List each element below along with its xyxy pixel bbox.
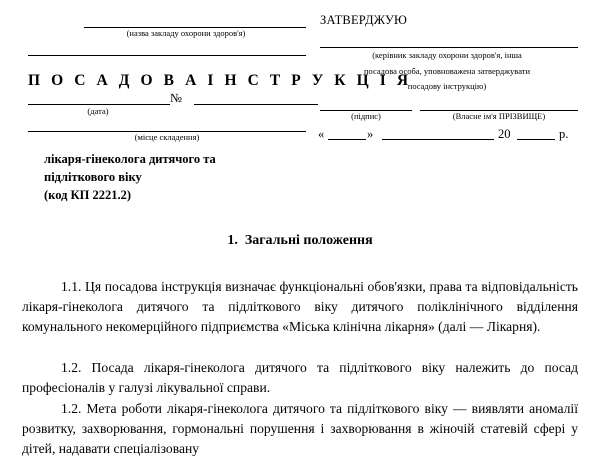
quote-close: »	[367, 127, 374, 141]
job-title-line-1: лікаря-гінеколога дитячого та	[44, 152, 216, 166]
document-header	[0, 0, 600, 208]
section-title: Загальні положення	[244, 233, 373, 248]
paragraph-1-2-b	[22, 399, 578, 460]
approval-word: ЗАТВЕРДЖУЮ	[320, 13, 408, 27]
approver-caption	[316, 48, 578, 95]
day-blank-rule	[328, 139, 366, 140]
paragraph-1-1	[22, 277, 578, 338]
organization-name-caption: (назва закладу охорони здоров'я)	[126, 28, 246, 38]
job-title-line-2: підліткового віку	[44, 170, 142, 184]
year-blank-rule	[517, 139, 555, 140]
paragraph-text: 1.2. Посада лікаря-гінеколога дитячого та підліткового віку належить до посад професіоналів у галузі лікувальної справи.	[22, 360, 578, 396]
year-prefix: 20	[498, 127, 511, 141]
job-classifier-code: (код КП 2221.2)	[44, 188, 131, 202]
job-title-block	[44, 150, 344, 204]
section-heading	[0, 232, 600, 250]
year-suffix: р.	[559, 127, 569, 141]
paragraph-text: 1.2. Мета роботи лікаря-гінеколога дитячого та підліткового віку — виявляти аномалії розвитку, захворювання, гормональні порушення і захворювання в жіночій статевій сфері у дітей, надавати спеціалізовану	[22, 401, 578, 457]
place-caption: (місце складення)	[134, 132, 200, 142]
paragraph-1-2-a	[22, 358, 578, 398]
approval-date-line	[318, 126, 580, 142]
date-caption: (дата)	[87, 106, 109, 116]
approver-caption-line-1: (керівник закладу охорони здоров'я, інша	[372, 50, 522, 60]
date-blank-rule	[28, 104, 170, 105]
header-blank-rule	[28, 55, 306, 56]
number-blank-rule	[194, 104, 318, 105]
date-and-number-line	[28, 92, 318, 106]
signature-caption: (підпис)	[351, 111, 381, 121]
approver-caption-line-2: посадова особа, уповноважена затверджувати	[363, 65, 531, 76]
section-number: 1.	[227, 233, 238, 248]
approver-caption-line-3: посадову інструкцію)	[407, 81, 487, 91]
number-sign-label: №	[170, 91, 182, 105]
month-blank-rule	[382, 139, 494, 140]
name-caption: (Власне ім'я ПРІЗВИЩЕ)	[452, 111, 546, 121]
page-title: П О С А Д О В А І Н С Т Р У К Ц І Я	[28, 72, 412, 89]
quote-open: «	[318, 127, 325, 141]
paragraph-text: 1.1. Ця посадова інструкція визначає функціональні обов'язки, права та відповідальність лікаря-гінеколога дитячого та підліткового віку дитячого поліклінічного відділення комунального некомерційного підприємства «Міська клінічна лікарня» (далі — Лікарня).	[22, 279, 578, 335]
